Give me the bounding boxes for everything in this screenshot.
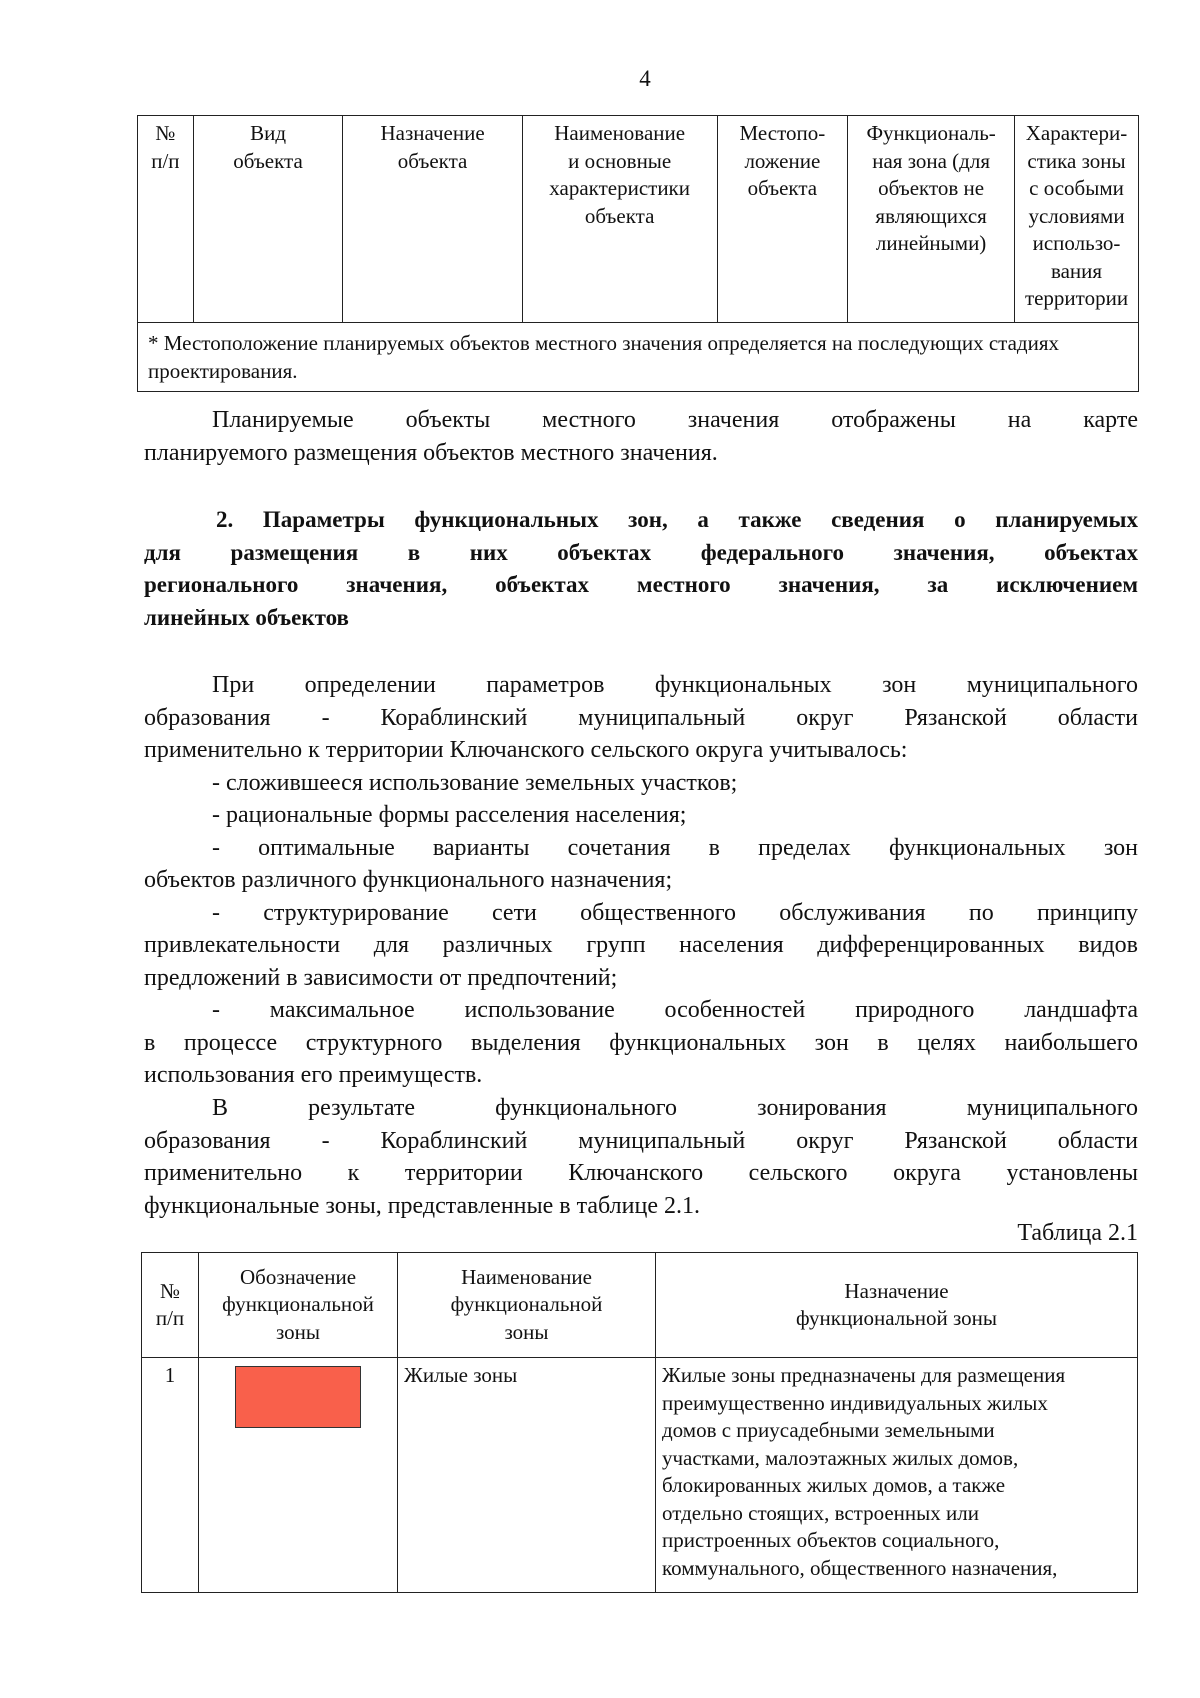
col-object-name-header bbox=[522, 116, 717, 323]
paragraph-line: В результате функционального зонирования муниципального bbox=[212, 1095, 1138, 1121]
header-line: п/п bbox=[155, 1306, 185, 1330]
purpose-line: участками, малоэтажных жилых домов, bbox=[662, 1445, 1019, 1470]
table-note-row bbox=[138, 323, 1139, 392]
header-line: характеристики bbox=[549, 176, 691, 200]
col-zone-purpose-header bbox=[656, 1253, 1138, 1358]
table-footnote: * Местоположение планируемых объектов местного значения определяется на последующих стадиях проектирования. bbox=[138, 323, 1139, 392]
heading-line: линейных объектов bbox=[144, 604, 349, 630]
header-line: объектов не bbox=[878, 176, 985, 200]
paragraph-line: планируемого размещения объектов местного значения. bbox=[144, 439, 718, 466]
header-line: функциональной bbox=[222, 1292, 374, 1317]
purpose-line: коммунального, общественного назначения, bbox=[662, 1555, 1058, 1580]
header-line: условиями bbox=[1028, 203, 1125, 228]
header-line: объекта bbox=[397, 148, 468, 173]
header-line: территории bbox=[1024, 286, 1129, 310]
header-line: Характери- bbox=[1025, 121, 1128, 145]
header-line: зоны bbox=[504, 1319, 549, 1344]
paragraph-line: применительно к территории Ключанского сельского округа учитывалось: bbox=[144, 737, 908, 763]
purpose-line: преимущественно индивидуальных жилых bbox=[662, 1390, 1048, 1415]
header-line: вания bbox=[1050, 258, 1103, 283]
paragraph-line: образования - Кораблинский муниципальный округ Рязанской области bbox=[144, 704, 1138, 731]
header-line: Вид bbox=[250, 121, 287, 145]
table-header-row bbox=[142, 1253, 1138, 1358]
col-number-header bbox=[142, 1253, 199, 1358]
zone-color-swatch bbox=[235, 1366, 361, 1428]
header-line: п/п bbox=[151, 148, 180, 173]
header-line: Назначение bbox=[380, 121, 485, 145]
col-zone-characteristics-header bbox=[1015, 116, 1139, 323]
header-line: Функциональ- bbox=[866, 121, 996, 145]
row-number: 1 bbox=[142, 1358, 199, 1593]
purpose-line: блокированных жилых домов, а также bbox=[662, 1473, 1006, 1497]
header-line: № bbox=[155, 121, 176, 145]
table-header-row bbox=[138, 116, 1139, 323]
list-item: - сложившееся использование земельных участков; bbox=[212, 769, 738, 796]
list-item-continued: использования его преимуществ. bbox=[144, 1062, 483, 1088]
list-item-continued: объектов различного функционального назначения; bbox=[144, 867, 673, 893]
header-line: объекта bbox=[584, 203, 655, 228]
header-line: являющихся bbox=[875, 203, 987, 228]
col-location-header bbox=[717, 116, 848, 323]
header-line: с особыми bbox=[1029, 176, 1124, 200]
col-zone-symbol-header bbox=[199, 1253, 398, 1358]
purpose-line: пристроенных объектов социального, bbox=[662, 1528, 1000, 1552]
list-item: - максимальное использование особенностей природного ландшафта bbox=[212, 997, 1138, 1023]
header-line: функциональной bbox=[450, 1292, 603, 1317]
header-line: ложение bbox=[744, 148, 821, 173]
zone-purpose bbox=[656, 1358, 1138, 1593]
header-line: ная зона (для bbox=[872, 148, 991, 173]
list-item-continued: в процессе структурного выделения функциональных зон в целях наибольшего bbox=[144, 1029, 1138, 1056]
header-line: Обозначение bbox=[239, 1264, 357, 1289]
heading-line: для размещения в них объектах федерального значения, объектах bbox=[144, 539, 1138, 565]
header-line: функциональной зоны bbox=[795, 1306, 998, 1330]
functional-zones-table bbox=[141, 1252, 1138, 1593]
header-line: объекта bbox=[233, 148, 303, 173]
paragraph-zoning-result bbox=[144, 1092, 1138, 1222]
header-line: использо- bbox=[1032, 231, 1121, 255]
paragraph-line: Планируемые объекты местного значения отображены на карте bbox=[212, 407, 1138, 433]
header-line: Назначение bbox=[844, 1278, 949, 1303]
header-line: № bbox=[159, 1278, 181, 1303]
paragraph-line: функциональные зоны, представленные в таблице 2.1. bbox=[144, 1192, 700, 1219]
col-object-purpose-header bbox=[343, 116, 523, 323]
header-line: Наименование bbox=[461, 1264, 592, 1289]
zone-name: Жилые зоны bbox=[398, 1358, 656, 1593]
col-object-type-header bbox=[193, 116, 343, 323]
heading-line: регионального значения, объектах местного значения, за исключением bbox=[144, 572, 1138, 597]
paragraph-line: При определении параметров функциональных зон муниципального bbox=[212, 672, 1138, 698]
list-item-continued: привлекательности для различных групп населения дифференцированных видов bbox=[144, 932, 1138, 958]
paragraph-planned-objects bbox=[144, 404, 1138, 469]
section-heading bbox=[144, 504, 1138, 634]
purpose-line: отдельно стоящих, встроенных или bbox=[662, 1500, 979, 1525]
col-number-header bbox=[138, 116, 194, 323]
table-row bbox=[142, 1358, 1138, 1593]
page-number: 4 bbox=[639, 66, 651, 91]
list-item: - структурирование сети общественного обслуживания по принципу bbox=[212, 899, 1138, 926]
header-line: объекта bbox=[747, 176, 818, 200]
paragraph-line: применительно к территории Ключанского сельского округа установлены bbox=[144, 1160, 1138, 1186]
list-item: - оптимальные варианты сочетания в пределах функциональных зон bbox=[212, 834, 1138, 861]
header-line: и основные bbox=[568, 148, 672, 173]
col-functional-zone-header bbox=[848, 116, 1015, 323]
header-line: линейными) bbox=[875, 231, 987, 255]
purpose-line: Жилые зоны предназначены для размещения bbox=[662, 1363, 1066, 1387]
header-line: зоны bbox=[275, 1319, 321, 1344]
list-item: - рациональные формы расселения населения; bbox=[212, 802, 687, 828]
paragraph-zone-parameters bbox=[144, 669, 1138, 1092]
list-item-continued: предложений в зависимости от предпочтений; bbox=[144, 964, 618, 991]
table-caption: Таблица 2.1 bbox=[1017, 1220, 1138, 1246]
header-line: Местопо- bbox=[739, 121, 826, 145]
header-line: стика зоны bbox=[1027, 148, 1126, 173]
paragraph-line: образования - Кораблинский муниципальный округ Рязанской области bbox=[144, 1127, 1138, 1154]
header-line: Наименование bbox=[554, 121, 686, 145]
heading-line: 2. Параметры функциональных зон, а также сведения о планируемых bbox=[216, 507, 1138, 532]
objects-table bbox=[137, 115, 1139, 392]
purpose-line: домов с приусадебными земельными bbox=[662, 1418, 995, 1442]
zone-symbol-cell bbox=[199, 1358, 398, 1593]
col-zone-name-header bbox=[398, 1253, 656, 1358]
